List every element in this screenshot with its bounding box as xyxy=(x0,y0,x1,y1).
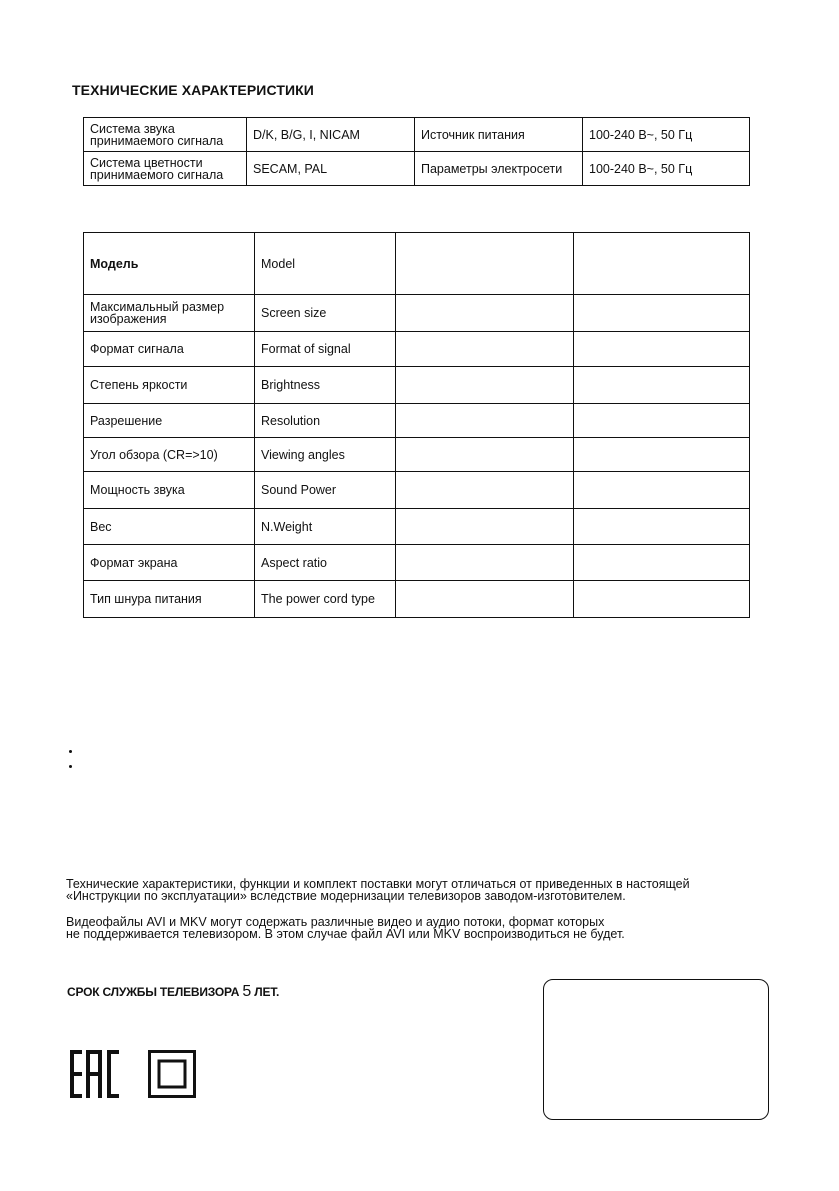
power-source-value: 100-240 В~, 50 Гц xyxy=(583,118,750,152)
note-line: Технические характеристики, функции и комплект поставки могут отличаться от приведенных в настоящей xyxy=(66,877,690,891)
page-title: ТЕХНИЧЕСКИЕ ХАРАКТЕРИСТИКИ xyxy=(72,82,314,98)
bullet-dot-icon xyxy=(69,765,72,768)
spec-ru-label: Формат экрана xyxy=(84,545,255,581)
eac-mark-icon xyxy=(70,1050,120,1098)
note-video-files xyxy=(66,916,625,940)
spec-ru-label: Максимальный размер изображения xyxy=(84,295,255,332)
service-life xyxy=(67,983,279,1001)
spec-value-cell xyxy=(574,472,750,509)
spec-en-label: Format of signal xyxy=(255,332,396,367)
mains-params-value: 100-240 В~, 50 Гц xyxy=(583,152,750,186)
spec-en-label: Brightness xyxy=(255,367,396,404)
note-line: Видеофайлы AVI и MKV могут содержать различные видео и аудио потоки, формат которых xyxy=(66,915,605,929)
spec-value-cell xyxy=(574,509,750,545)
note-line: «Инструкции по эксплуатации» вследствие модернизации телевизоров заводом-изготовителем. xyxy=(66,889,626,903)
sound-system-label: Система звука принимаемого сигнала xyxy=(84,118,247,152)
mains-params-label: Параметры электросети xyxy=(415,152,583,186)
spec-en-label: N.Weight xyxy=(255,509,396,545)
spec-value-cell xyxy=(396,367,574,404)
spec-value-cell xyxy=(396,472,574,509)
service-life-prefix: СРОК СЛУЖБЫ ТЕЛЕВИЗОРА xyxy=(67,985,243,999)
table-row xyxy=(84,152,750,186)
double-insulation-icon xyxy=(148,1050,196,1098)
spec-ru-label: Тип шнура питания xyxy=(84,581,255,618)
spec-value-cell xyxy=(396,438,574,472)
spec-en-label: Model xyxy=(255,233,396,295)
spec-en-label: Resolution xyxy=(255,404,396,438)
note-modification xyxy=(66,878,690,902)
spec-value-cell xyxy=(396,233,574,295)
table-row xyxy=(84,404,750,438)
spec-value-cell xyxy=(396,404,574,438)
spec-ru-label: Модель xyxy=(84,233,255,295)
spec-ru-label: Формат сигнала xyxy=(84,332,255,367)
system-table xyxy=(83,117,750,186)
table-row xyxy=(84,545,750,581)
spec-value-cell xyxy=(574,332,750,367)
spec-value-cell xyxy=(396,581,574,618)
spec-value-cell xyxy=(396,509,574,545)
table-row xyxy=(84,295,750,332)
spec-ru-label: Угол обзора (CR=>10) xyxy=(84,438,255,472)
spec-value-cell xyxy=(574,438,750,472)
spec-en-label: Aspect ratio xyxy=(255,545,396,581)
table-row xyxy=(84,472,750,509)
bullet-dot-icon xyxy=(69,750,72,753)
color-system-value: SECAM, PAL xyxy=(247,152,415,186)
table-row xyxy=(84,581,750,618)
table-row xyxy=(84,118,750,152)
spec-en-label: Viewing angles xyxy=(255,438,396,472)
spec-value-cell xyxy=(574,581,750,618)
table-row xyxy=(84,367,750,404)
spec-en-label: The power cord type xyxy=(255,581,396,618)
table-row xyxy=(84,438,750,472)
spec-ru-label: Вес xyxy=(84,509,255,545)
color-system-label: Система цветности принимаемого сигнала xyxy=(84,152,247,186)
service-life-suffix: ЛЕТ. xyxy=(251,985,280,999)
spec-value-cell xyxy=(574,367,750,404)
spec-value-cell xyxy=(574,233,750,295)
table-row xyxy=(84,233,750,295)
sound-system-value: D/K, B/G, I, NICAM xyxy=(247,118,415,152)
service-life-years: 5 xyxy=(242,983,252,1000)
spec-en-label: Sound Power xyxy=(255,472,396,509)
spec-table xyxy=(83,232,750,618)
spec-en-label: Screen size xyxy=(255,295,396,332)
spec-ru-label: Мощность звука xyxy=(84,472,255,509)
label-sticker-area xyxy=(543,979,769,1120)
spec-value-cell xyxy=(396,295,574,332)
note-line: не поддерживается телевизором. В этом случае файл AVI или MKV воспроизводиться не будет. xyxy=(66,927,625,941)
spec-ru-label: Степень яркости xyxy=(84,367,255,404)
spec-value-cell xyxy=(574,295,750,332)
spec-ru-label: Разрешение xyxy=(84,404,255,438)
power-source-label: Источник питания xyxy=(415,118,583,152)
table-row xyxy=(84,509,750,545)
spec-value-cell xyxy=(574,545,750,581)
spec-value-cell xyxy=(396,545,574,581)
table-row xyxy=(84,332,750,367)
spec-value-cell xyxy=(396,332,574,367)
spec-value-cell xyxy=(574,404,750,438)
